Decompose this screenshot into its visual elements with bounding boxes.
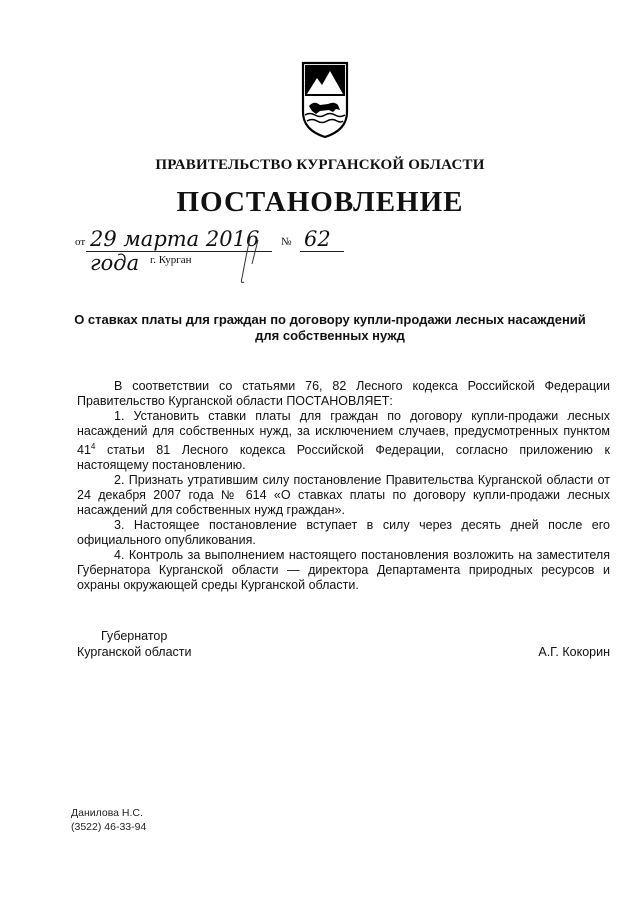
superscript: 4 [90,442,96,451]
subject-line-1: О ставках платы для граждан по договору купли-продажи лесных насаждений [74,312,586,327]
intro-paragraph: В соответствии со статьями 76, 82 Лесного кодекса Российской Федерации Правительство Курганской области ПОСТАНОВЛЯЕТ: [77,379,610,408]
document-body [77,379,610,593]
document-date: 29 марта 2016 года [90,227,260,275]
paragraph-item-1: 1. Установить ставки платы для граждан по договору купли-продажи лесных насаждений для собственных нужд, за исключением случаев, предусмотренных пунктом $41^4$ статьи 81 Лесного кодекса Российской Федерации, согласно приложению к настоящему постановлению. [77,409,610,473]
signer-position-line-1: Губернатор [101,629,168,643]
number-underline [300,251,344,252]
document-subject-heading [60,312,600,344]
subject-line-2: для собственных нужд [255,328,405,343]
government-title: ПРАВИТЕЛЬСТВО КУРГАНСКОЙ ОБЛАСТИ [155,157,485,173]
signer-position-line-2: Курганской области [77,645,192,659]
executor-info [71,806,146,834]
paragraph-item-2: 2. Признать утратившим силу постановление Правительства Курганской области от 24 декабря 2007 года № 614 «О ставках платы по договору купли-продажи лесных насаждений для собственных нужд граждан». [77,473,610,518]
handwriting-stroke-icon [228,236,268,286]
executor-name: Данилова Н.С. [71,807,143,819]
coat-of-arms-icon [300,60,350,140]
document-type-heading: ПОСТАНОВЛЕНИЕ [176,186,464,218]
document-number: 62 [304,227,331,251]
paragraph-item-3: 3. Настоящее постановление вступает в силу через десять дней после его официального опубликования. [77,518,610,548]
signer-name: А.Г. Кокорин [538,645,610,659]
city-label: г. Курган [150,254,192,266]
executor-phone: (3522) 46-33-94 [71,821,147,833]
number-prefix: № [281,236,292,248]
signer-position [77,628,192,660]
paragraph-item-4: 4. Контроль за выполнением настоящего постановления возложить на заместителя Губернатора Курганской области — директора Департамента природных ресурсов и охраны окружающей среды Курганской области. [77,548,610,593]
date-prefix: от [75,236,86,248]
